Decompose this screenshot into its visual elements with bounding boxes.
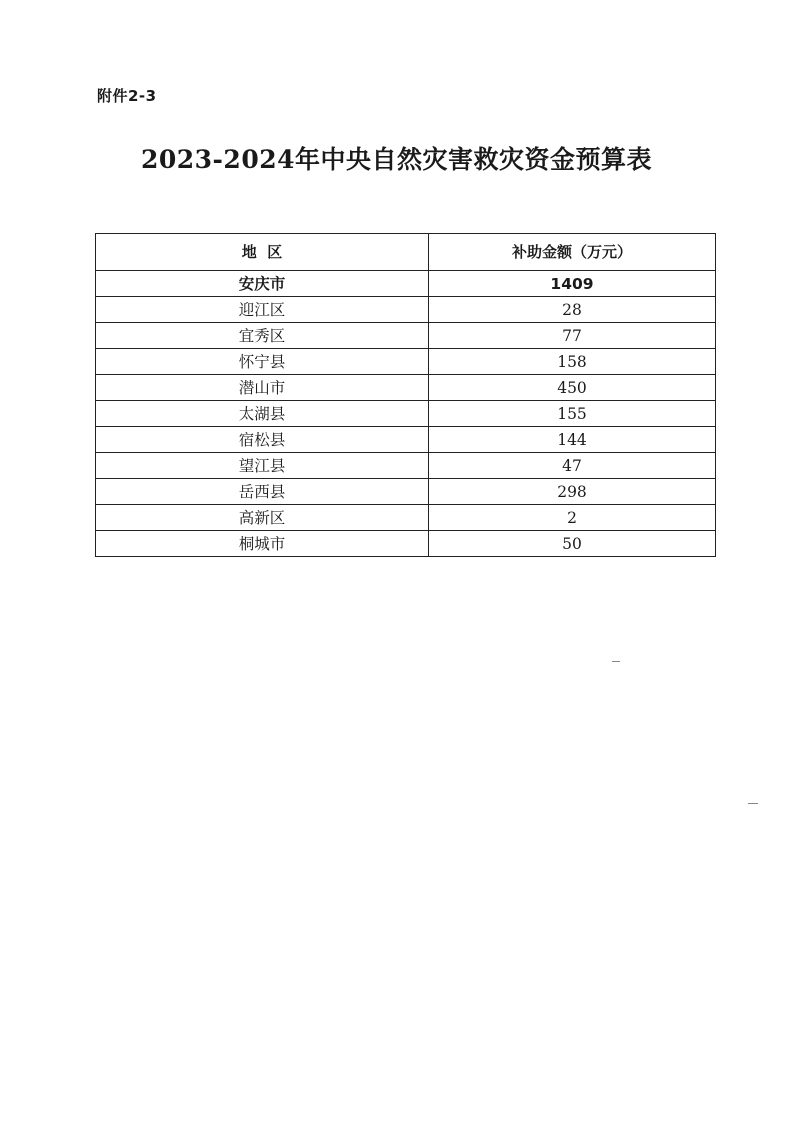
- amount-cell: 450: [429, 375, 716, 401]
- scan-speck: [748, 803, 758, 804]
- region-cell: 宜秀区: [96, 323, 429, 349]
- table-row: [96, 531, 716, 557]
- amount-cell: 50: [429, 531, 716, 557]
- scan-speck: [612, 661, 620, 662]
- region-cell: 安庆市: [96, 271, 429, 297]
- table-row: [96, 479, 716, 505]
- amount-cell: 298: [429, 479, 716, 505]
- table-row: [96, 297, 716, 323]
- table-row-total: [96, 271, 716, 297]
- budget-table: [95, 233, 716, 557]
- amount-cell: 77: [429, 323, 716, 349]
- region-cell: 太湖县: [96, 401, 429, 427]
- amount-cell: 2: [429, 505, 716, 531]
- region-cell: 望江县: [96, 453, 429, 479]
- amount-cell: 28: [429, 297, 716, 323]
- table-row: [96, 453, 716, 479]
- table-row: [96, 401, 716, 427]
- region-cell: 怀宁县: [96, 349, 429, 375]
- table-row: [96, 349, 716, 375]
- table-row: [96, 375, 716, 401]
- amount-cell: 1409: [429, 271, 716, 297]
- amount-cell: 158: [429, 349, 716, 375]
- table-row: [96, 427, 716, 453]
- amount-cell: 47: [429, 453, 716, 479]
- amount-cell: 144: [429, 427, 716, 453]
- table-row: [96, 323, 716, 349]
- document-title: 2023-2024年中央自然灾害救灾资金预算表: [140, 145, 653, 174]
- amount-cell: 155: [429, 401, 716, 427]
- table-header-row: [96, 234, 716, 271]
- region-cell: 高新区: [96, 505, 429, 531]
- region-cell: 岳西县: [96, 479, 429, 505]
- column-header-region: 地 区: [96, 234, 429, 271]
- attachment-label: 附件2-3: [97, 87, 157, 105]
- region-cell: 潜山市: [96, 375, 429, 401]
- column-header-amount: 补助金额（万元）: [429, 234, 716, 271]
- table-row: [96, 505, 716, 531]
- region-cell: 桐城市: [96, 531, 429, 557]
- region-cell: 宿松县: [96, 427, 429, 453]
- region-cell: 迎江区: [96, 297, 429, 323]
